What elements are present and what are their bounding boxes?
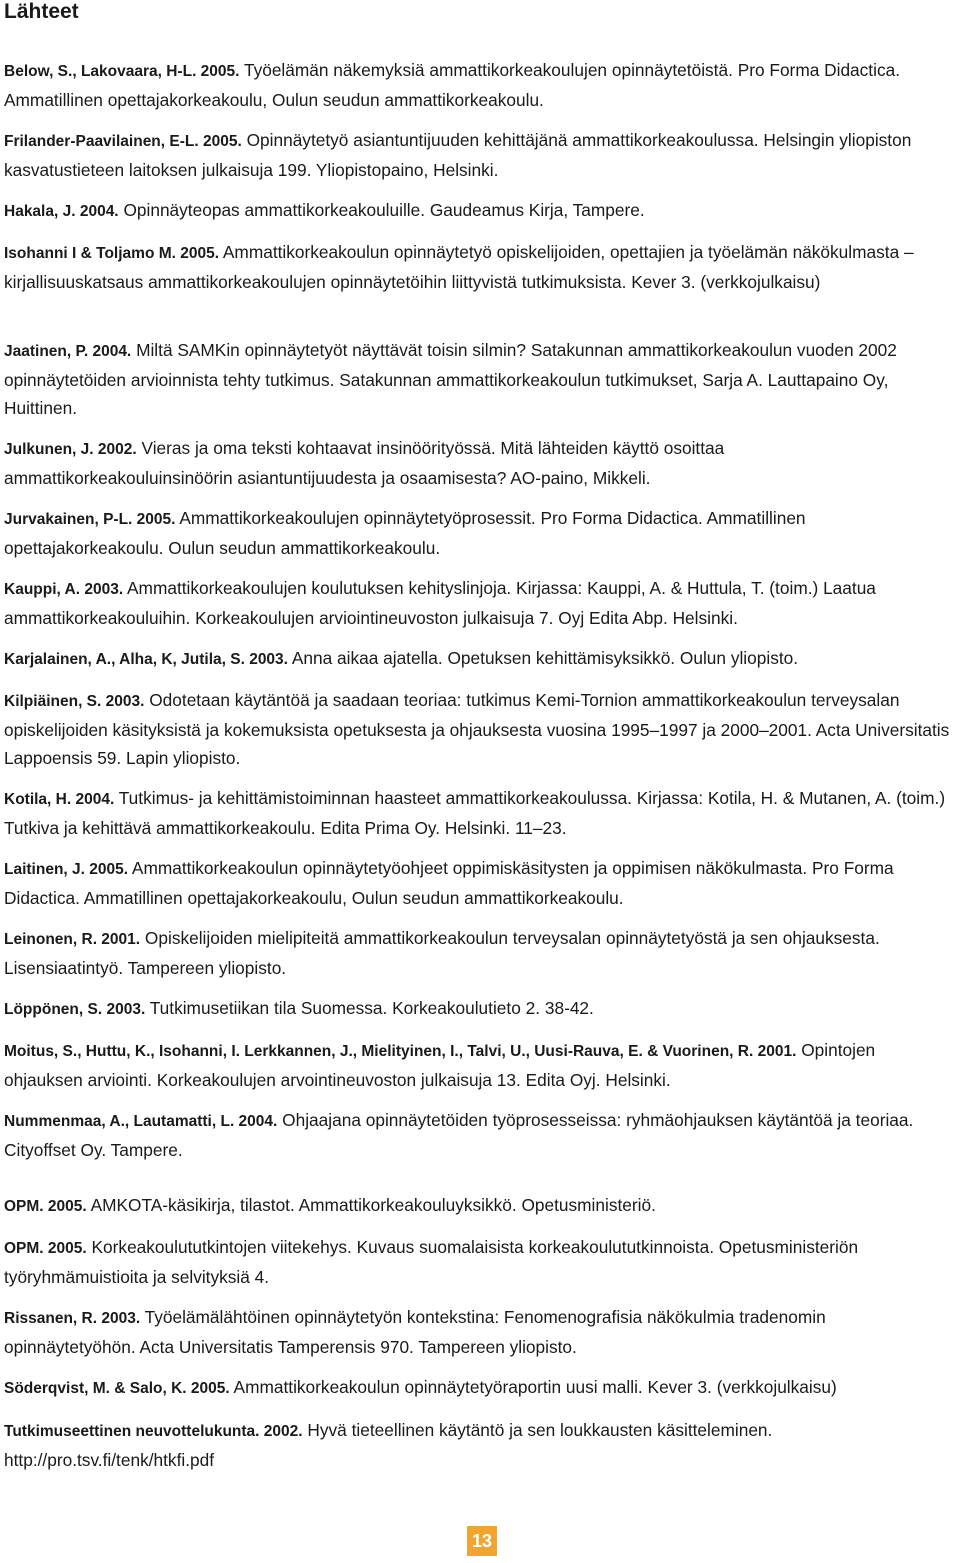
reference-text: Miltä SAMKin opinnäytetyöt näyttävät toisin silmin? Satakunnan ammattikorkeakoulun vuoden 2002 opinnäytetöiden arvioinnista tehty tutkimus. Satakunnan ammattikorkeakoulun tutkimukset, Sarja A. Lauttapaino Oy, Huittinen. bbox=[4, 340, 897, 418]
reference-text: Työelämän näkemyksiä ammattikorkeakoulujen opinnäytetöistä. Pro Forma Didactica. Ammatillinen opettajakorkeakoulu, Oulun seudun ammattikorkeakoulu. bbox=[4, 60, 900, 110]
reference-text: Työelämälähtöinen opinnäytetyön kontekstina: Fenomenografisia näkökulmia tradenomin opinnäytetyöhön. Acta Universitatis Tamperensis 970. Tampereen yliopisto. bbox=[4, 1307, 826, 1357]
reference-entry bbox=[4, 196, 950, 226]
reference-author: Jaatinen, P. 2004. bbox=[4, 343, 132, 360]
reference-author: Tutkimuseettinen neuvottelukunta. 2002. bbox=[4, 1423, 303, 1440]
reference-text: Ammattikorkeakoulujen koulutuksen kehityslinjoja. Kirjassa: Kauppi, A. & Huttula, T. (toim.) Laatua ammattikorkeakouluihin. Korkeakoulujen arviointineuvoston julkaisuja 7. Oyj Edita Abp. Helsinki. bbox=[4, 578, 876, 628]
reference-author: Moitus, S., Huttu, K., Isohanni, I. Lerkkannen, J., Mielityinen, I., Talvi, U., Uusi-Rauva, E. & Vuorinen, R. 2001. bbox=[4, 1043, 797, 1060]
reference-entry bbox=[4, 644, 950, 674]
reference-author: OPM. 2005. bbox=[4, 1240, 87, 1257]
reference-entry bbox=[4, 686, 950, 772]
reference-text: Ammattikorkeakoulun opinnäytetyöohjeet oppimiskäsitysten ja oppimisen näkökulmasta. Pro Forma Didactica. Ammatillinen opettajakorkeakoulu, Oulun seudun ammattikorkeakoulu. bbox=[4, 858, 894, 908]
reference-text: Tutkimus- ja kehittämistoiminnan haasteet ammattikorkeakoulussa. Kirjassa: Kotila, H. & Mutanen, A. (toim.) Tutkiva ja kehittävä ammattikorkeakoulu. Edita Prima Oy. Helsinki. 11–23. bbox=[4, 788, 946, 838]
reference-text: Opinnäyteopas ammattikorkeakouluille. Gaudeamus Kirja, Tampere. bbox=[123, 200, 645, 220]
reference-entry bbox=[4, 784, 950, 842]
reference-text: Ammattikorkeakoulun opinnäytetyö opiskelijoiden, opettajien ja työelämän näkökulmasta – kirjallisuuskatsaus ammattikorkeakoulujen opinnäytetöihin liittyvistä tutkimuksista. Kever 3. (verkkojulkaisu) bbox=[4, 242, 914, 292]
reference-author: Below, S., Lakovaara, H-L. 2005. bbox=[4, 63, 240, 80]
reference-entry bbox=[4, 574, 950, 632]
reference-text: Ammattikorkeakoulujen opinnäytetyöprosessit. Pro Forma Didactica. Ammatillinen opettajakorkeakoulu. Oulun seudun ammattikorkeakoulu. bbox=[4, 508, 806, 558]
reference-entry bbox=[4, 56, 950, 114]
reference-entry bbox=[4, 1303, 950, 1361]
reference-author: Löppönen, S. 2003. bbox=[4, 1001, 146, 1018]
reference-author: Karjalainen, A., Alha, K, Jutila, S. 2003. bbox=[4, 651, 288, 668]
page-heading: Lähteet bbox=[4, 0, 79, 23]
reference-entry bbox=[4, 336, 950, 422]
reference-entry bbox=[4, 994, 950, 1024]
reference-author: Frilander-Paavilainen, E-L. 2005. bbox=[4, 133, 242, 150]
reference-text: Ohjaajana opinnäytetöiden työprosesseissa: ryhmäohjauksen käytäntöä ja teoriaa. Cityoffset Oy. Tampere. bbox=[4, 1110, 914, 1160]
reference-author: Hakala, J. 2004. bbox=[4, 203, 119, 220]
reference-author: Söderqvist, M. & Salo, K. 2005. bbox=[4, 1380, 230, 1397]
reference-entry bbox=[4, 924, 950, 982]
reference-text: Hyvä tieteellinen käytäntö ja sen loukkausten käsitteleminen. http://pro.tsv.fi/tenk/htkfi.pdf bbox=[4, 1420, 773, 1470]
reference-entry bbox=[4, 434, 950, 492]
reference-text: Opintojen ohjauksen arviointi. Korkeakoulujen arvointineuvoston julkaisuja 13. Edita Oyj. Helsinki. bbox=[4, 1040, 876, 1090]
reference-text: Opinnäytetyö asiantuntijuuden kehittäjänä ammattikorkeakoulussa. Helsingin yliopiston kasvatustieteen laitoksen julkaisuja 199. Yliopistopaino, Helsinki. bbox=[4, 130, 912, 180]
reference-entry bbox=[4, 126, 950, 184]
reference-author: Kotila, H. 2004. bbox=[4, 791, 115, 808]
reference-entry bbox=[4, 1373, 950, 1403]
reference-entry bbox=[4, 854, 950, 912]
reference-text: Korkeakoulututkintojen viitekehys. Kuvaus suomalaisista korkeakoulututkinnoista. Opetusministeriön työryhmämuistioita ja selvityksiä 4. bbox=[4, 1237, 859, 1287]
reference-entry bbox=[4, 1036, 950, 1094]
reference-author: Jurvakainen, P-L. 2005. bbox=[4, 511, 176, 528]
reference-author: Kauppi, A. 2003. bbox=[4, 581, 124, 598]
reference-entry bbox=[4, 1191, 950, 1221]
reference-entry bbox=[4, 1233, 950, 1291]
reference-entry bbox=[4, 238, 950, 296]
reference-author: Leinonen, R. 2001. bbox=[4, 931, 141, 948]
reference-author: Isohanni I & Toljamo M. 2005. bbox=[4, 245, 220, 262]
reference-author: OPM. 2005. bbox=[4, 1198, 87, 1215]
reference-author: Nummenmaa, A., Lautamatti, L. 2004. bbox=[4, 1113, 278, 1130]
reference-text: Ammattikorkeakoulun opinnäytetyöraportin uusi malli. Kever 3. (verkkojulkaisu) bbox=[233, 1377, 837, 1397]
reference-entry bbox=[4, 1106, 950, 1164]
reference-author: Rissanen, R. 2003. bbox=[4, 1310, 141, 1327]
reference-text: Vieras ja oma teksti kohtaavat insinöörityössä. Mitä lähteiden käyttö osoittaa ammattikorkeakouluinsinöörin asiantuntijuudesta ja osaamisesta? AO-paino, Mikkeli. bbox=[4, 438, 725, 488]
reference-text: AMKOTA-käsikirja, tilastot. Ammattikorkeakouluyksikkö. Opetusministeriö. bbox=[90, 1195, 656, 1215]
reference-text: Tutkimusetiikan tila Suomessa. Korkeakoulutieto 2. 38-42. bbox=[149, 998, 594, 1018]
reference-entry bbox=[4, 1416, 950, 1474]
reference-text: Odotetaan käytäntöä ja saadaan teoriaa: tutkimus Kemi-Tornion ammattikorkeakoulun terveysalan opiskelijoiden käsityksistä ja kokemuksista opetuksesta ja ohjauksesta vuosina 1995–1997 ja 2000–2001. Acta Universitatis Lappoensis 59. Lapin yliopisto. bbox=[4, 690, 950, 768]
reference-text: Anna aikaa ajatella. Opetuksen kehittämisyksikkö. Oulun yliopisto. bbox=[291, 648, 799, 668]
reference-entry bbox=[4, 504, 950, 562]
page-number-badge: 13 bbox=[467, 1526, 497, 1556]
reference-author: Kilpiäinen, S. 2003. bbox=[4, 693, 145, 710]
reference-author: Julkunen, J. 2002. bbox=[4, 441, 137, 458]
reference-author: Laitinen, J. 2005. bbox=[4, 861, 129, 878]
reference-text: Opiskelijoiden mielipiteitä ammattikorkeakoulun terveysalan opinnäytetyöstä ja sen ohjauksesta. Lisensiaatintyö. Tampereen yliopisto. bbox=[4, 928, 880, 978]
